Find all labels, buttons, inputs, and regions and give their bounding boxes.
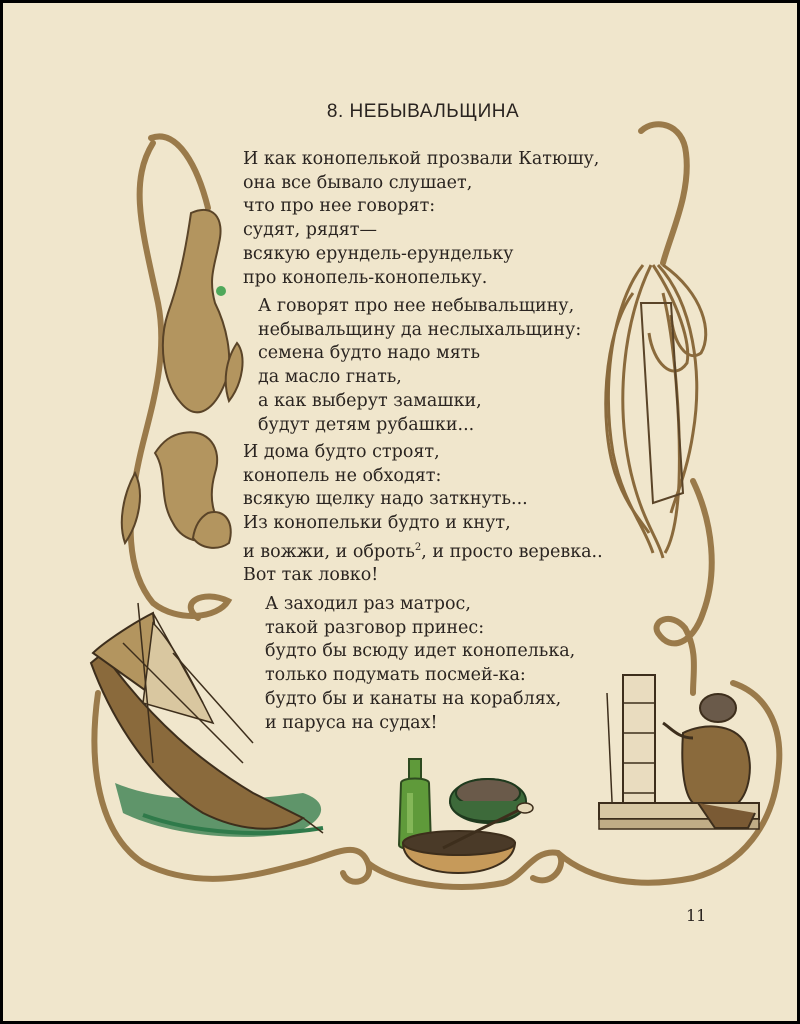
coiled-rope xyxy=(606,265,706,558)
verse-line: А говорят про нее небывальщину, xyxy=(258,296,575,316)
verse-line: а как выберут замашки, xyxy=(258,390,482,411)
verse-line: судят, рядят— xyxy=(243,220,377,241)
verse-text: и вожжи, и оброть xyxy=(243,541,415,562)
verse-line: будто бы всюду идет конопелька, xyxy=(265,641,576,662)
verse-line: конопель не обходят: xyxy=(243,465,442,486)
verse-line: небывальщину да неслыхальщину: xyxy=(258,319,582,340)
hemp-fiber xyxy=(122,210,243,548)
stanza-4 xyxy=(265,593,575,735)
verse-line: И как конопелькой прозвали Катюшу, xyxy=(243,149,600,169)
verse-line: и паруса на судах! xyxy=(265,712,438,733)
verse-text: , и просто веревка.. xyxy=(421,541,603,562)
verse-line: она все бывало слушает, xyxy=(243,172,473,193)
verse-line: да масло гнать, xyxy=(258,367,402,388)
stanza-3 xyxy=(243,441,603,588)
stanza-1 xyxy=(243,148,599,290)
verse-line: будут детям рубашки... xyxy=(258,414,475,435)
footnote-mark: 2 xyxy=(414,541,422,553)
verse-line-with-footnote xyxy=(243,536,603,565)
verse-line: будто бы и канаты на кораблях, xyxy=(265,688,562,709)
verse-line: такой разговор принес: xyxy=(265,617,485,638)
verse-line: А заходил раз матрос, xyxy=(265,594,471,614)
verse-line: всякую щелку надо заткнуть... xyxy=(243,489,528,510)
verse-line: про конопель-конопельку. xyxy=(243,267,488,288)
verse-line: И дома будто строят, xyxy=(243,442,440,462)
book-page xyxy=(3,3,797,1021)
verse-line: только подумать посмей-ка: xyxy=(265,665,526,686)
pot xyxy=(450,779,526,823)
stanza-2 xyxy=(258,295,581,437)
caulking-worker xyxy=(599,675,759,829)
verse-line: Вот так ловко! xyxy=(243,565,379,586)
page-number: 11 xyxy=(686,906,707,925)
verse-line: Из конопельки будто и кнут, xyxy=(243,513,511,534)
verse-line: семена будто надо мять xyxy=(258,343,481,364)
chapter-title: 8. НЕБЫВАЛЬЩИНА xyxy=(326,101,520,122)
verse-line: что про нее говорят: xyxy=(243,196,436,217)
verse-line: всякую ерундель-ерундельку xyxy=(243,243,514,264)
